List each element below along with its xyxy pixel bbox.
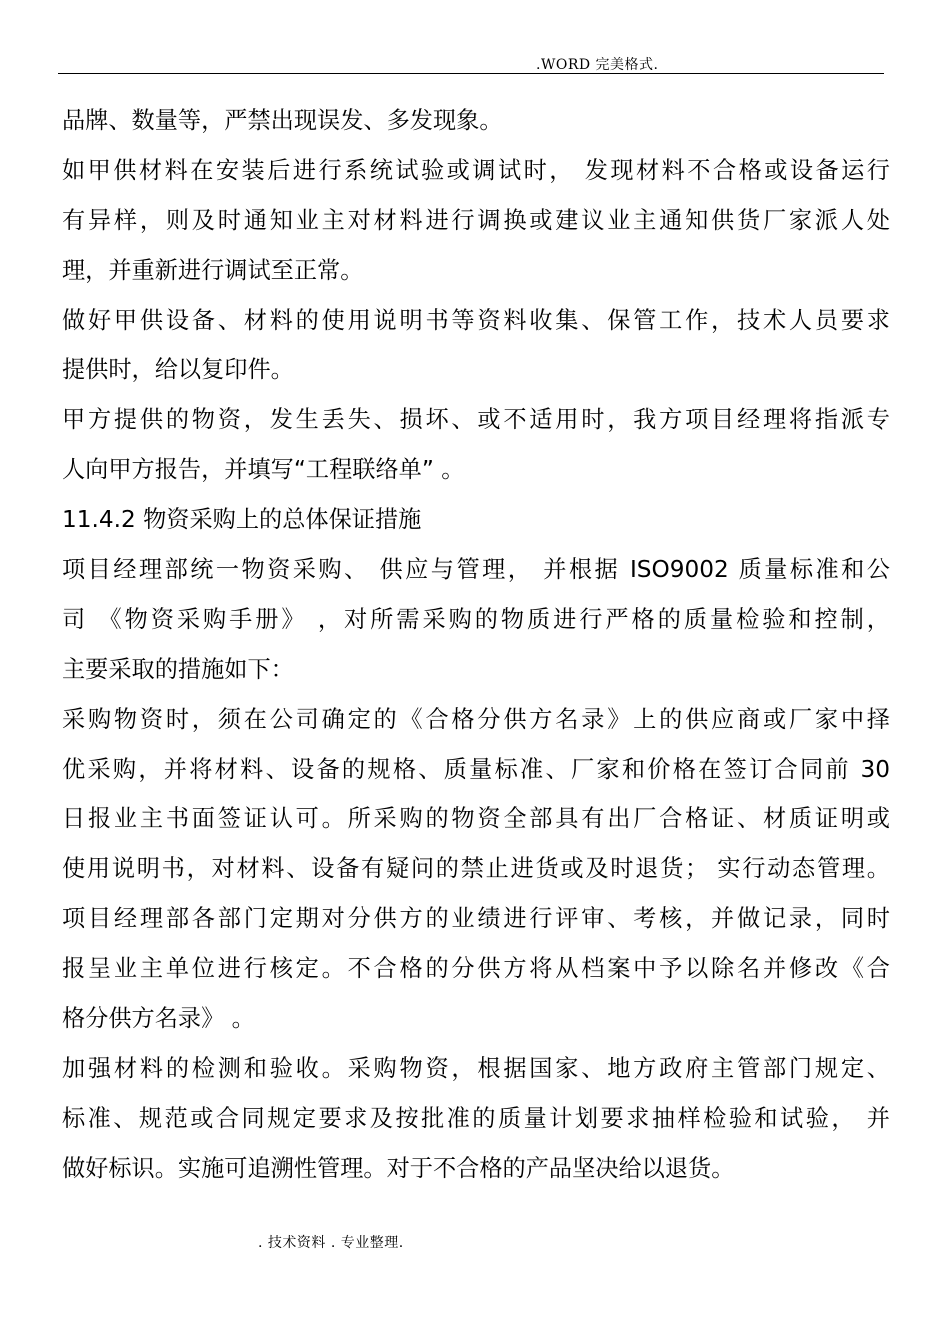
body-line: 项目经理部统一物资采购、 供应与管理， 并根据 ISO9002 质量标准和公 [62,556,890,584]
body-line: 做好甲供设备、材料的使用说明书等资料收集、保管工作，技术人员要求 [62,306,890,334]
body-line: 报呈业主单位进行核定。不合格的分供方将从档案中予以除名并修改《合 [62,955,890,983]
body-line: 项目经理部各部门定期对分供方的业绩进行评审、考核，并做记录，同时 [62,905,890,933]
section-heading: 11.4.2 物资采购上的总体保证措施 [62,506,422,534]
body-line: 日报业主书面签证认可。所采购的物资全部具有出厂合格证、材质证明或 [62,805,890,833]
body-line: 提供时，给以复印件。 [62,356,294,384]
body-line: 甲方提供的物资，发生丢失、损坏、或不适用时，我方项目经理将指派专 [62,406,890,434]
body-line: 使用说明书，对材料、设备有疑问的禁止进货或及时退货； 实行动态管理。 [62,855,890,883]
body-line: 优采购，并将材料、设备的规格、质量标准、厂家和价格在签订合同前 30 [62,755,890,783]
body-line: 做好标识。实施可追溯性管理。对于不合格的产品坚决给以退货。 [62,1154,735,1182]
document-body [62,96,890,1194]
body-line: 有异样，则及时通知业主对材料进行调换或建议业主通知供货厂家派人处 [62,206,890,234]
page-header: .WORD 完美格式. [536,57,659,73]
body-line: 如甲供材料在安装后进行系统试验或调试时， 发现材料不合格或设备运行 [62,156,890,184]
body-line: 加强材料的检测和验收。采购物资，根据国家、地方政府主管部门规定、 [62,1054,890,1082]
body-line: 司 《物资采购手册》 ，对所需采购的物质进行严格的质量检验和控制， [62,605,890,633]
body-line: 人向甲方报告，并填写“工程联络单” 。 [62,456,465,484]
page-footer: . 技术资料 . 专业整理. [258,1235,404,1251]
body-line: 标准、规范或合同规定要求及按批准的质量计划要求抽样检验和试验， 并 [62,1104,890,1132]
body-line: 主要采取的措施如下： [62,655,294,683]
body-line: 采购物资时，须在公司确定的《合格分供方名录》上的供应商或厂家中择 [62,705,890,733]
body-line: 品牌、数量等，严禁出现误发、多发现象。 [62,107,503,134]
body-line: 理，并重新进行调试至正常。 [62,256,364,284]
body-line: 格分供方名录》 。 [62,1005,255,1033]
header-divider [58,73,884,74]
